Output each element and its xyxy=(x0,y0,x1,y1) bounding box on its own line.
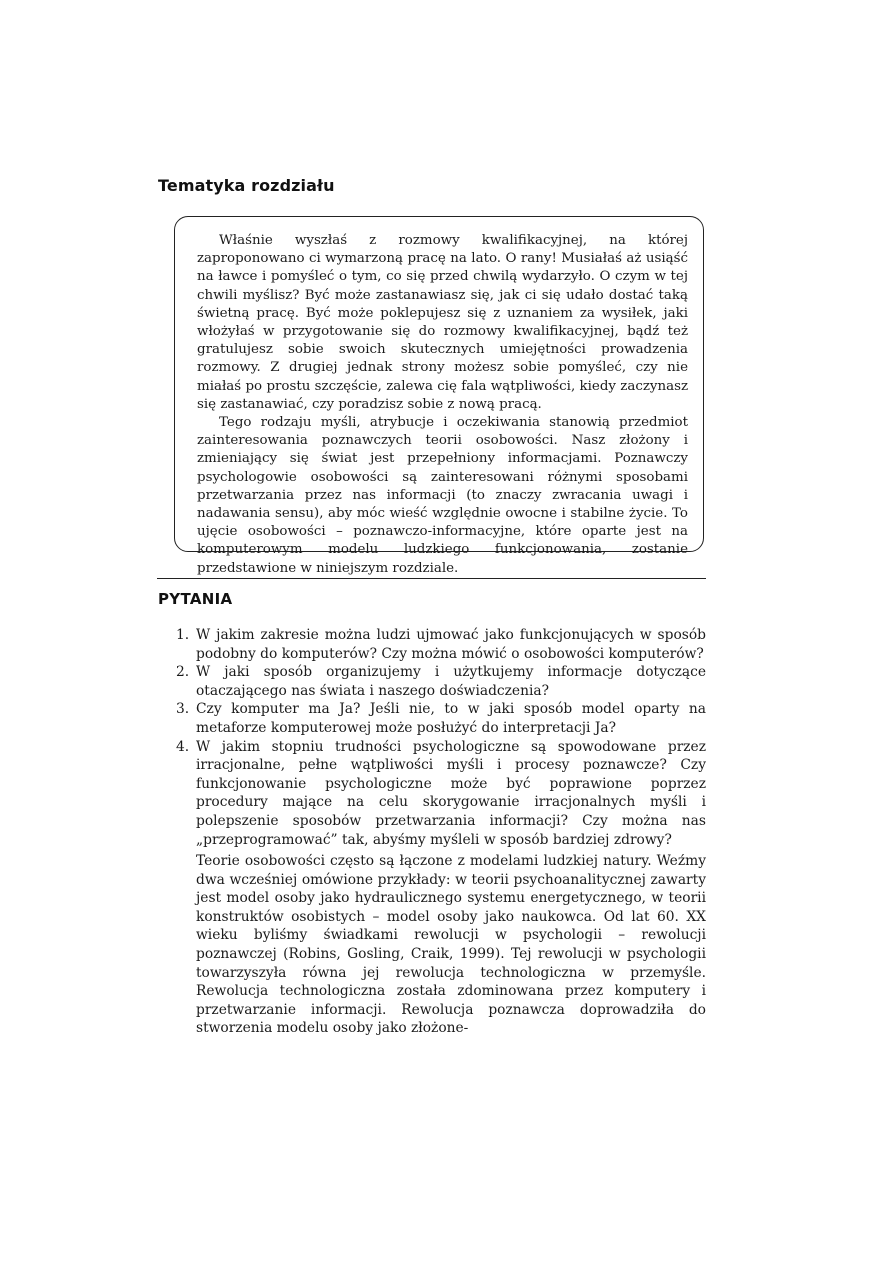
question-number: 2. xyxy=(176,664,190,681)
question-text: W jakim zakresie można ludzi ujmować jako funkcjonujących w sposób podobny do komputerów? Czy można mówić o osobowości komputerów? xyxy=(196,627,706,662)
intro-paragraph-1: Właśnie wyszłaś z rozmowy kwalifikacyjnej, na której zaproponowano ci wymarzoną pracę na lato. O rany! Musiałaś aż usiąść na ławce i pomyśleć o tym, co się przed chwilą wydarzyło. O czym w tej chwili myślisz? Być może zastanawiasz się, jak ci się udało dostać taką świetną pracę. Być może poklepujesz się z uznaniem za wysiłek, jaki włożyłaś w przygotowanie się do rozmowy kwalifikacyjnej, bądź też gratulujesz sobie swoich skutecznych umiejętności prowadzenia rozmowy. Z drugiej jednak strony możesz sobie pomyśleć, czy nie miałaś po prostu szczęście, zalewa cię fala wątpliwości, kiedy zaczynasz się zastanawiać, czy poradzisz sobie z nową pracą. xyxy=(197,233,688,412)
body-paragraph: Teorie osobowości często są łączone z modelami ludzkiej natury. Weźmy dwa wcześniej omówione przykłady: w teorii psychoanalitycznej zawarty jest model osoby jako hydraulicznego systemu energetycznego, w teorii konstruktów osobistych – model osoby jako naukowca. Od lat 60. XX wieku byliśmy świadkami rewolucji w psychologii – rewolucji poznawczej (Robins, Gosling, Craik, 1999). Tej rewolucji w psychologii towarzyszyła równa jej rewolucja technologiczna w przemyśle. Rewolucja technologiczna została zdominowana przez komputery i przetwarzanie informacji. Rewolucja poznawcza doprowadziła do stworzenia modelu osoby jako złożone- xyxy=(196,853,706,1037)
question-text: W jakim stopniu trudności psychologiczne są spowodowane przez irracjonalne, pełne wątpliwości myśli i procesy poznawcze? Czy funkcjonowanie psychologiczne może być poprawione poprzez procedury mające na celu skorygowanie irracjonalnych myśli i polepszenie sposobów przetwarzania informacji? Czy można nas „przeprogramować” tak, abyśmy myśleli w sposób bardziej zdrowy? xyxy=(196,738,706,848)
question-item xyxy=(160,626,706,663)
intro-paragraph-2: Tego rodzaju myśli, atrybucje i oczekiwania stanowią przedmiot zainteresowania poznawczych teorii osobowości. Nasz złożony i zmieniający się świat jest przepełniony informacjami. Poznawczy psychologowie osobowości są zainteresowani różnymi sposobami przetwarzania przez nas informacji (to znaczy zwracania uwagi i nadawania sensu), aby móc wieść względnie owocne i stabilne życie. To ujęcie osobowości – poznawczo-informacyjne, które oparte jest na komputerowym modelu ludzkiego funkcjonowania, zostanie przedstawione w niniejszym rozdziale. xyxy=(197,415,688,576)
section-divider xyxy=(157,578,706,579)
questions-list xyxy=(160,626,706,849)
question-number: 3. xyxy=(176,701,190,718)
question-item xyxy=(160,738,706,850)
question-item xyxy=(160,663,706,700)
question-text: W jaki sposób organizujemy i użytkujemy informacje dotyczące otaczającego nas świata i naszego doświadczenia? xyxy=(196,664,706,699)
question-item xyxy=(160,700,706,737)
question-number: 1. xyxy=(176,627,190,643)
section-title: Tematyka rozdziału xyxy=(158,176,335,195)
intro-box xyxy=(174,216,704,576)
questions-heading: PYTANIA xyxy=(158,590,233,608)
question-text: Czy komputer ma Ja? Jeśli nie, to w jaki sposób model oparty na metaforze komputerowej może posłużyć do interpretacji Ja? xyxy=(196,701,706,736)
question-number: 4. xyxy=(176,738,190,755)
